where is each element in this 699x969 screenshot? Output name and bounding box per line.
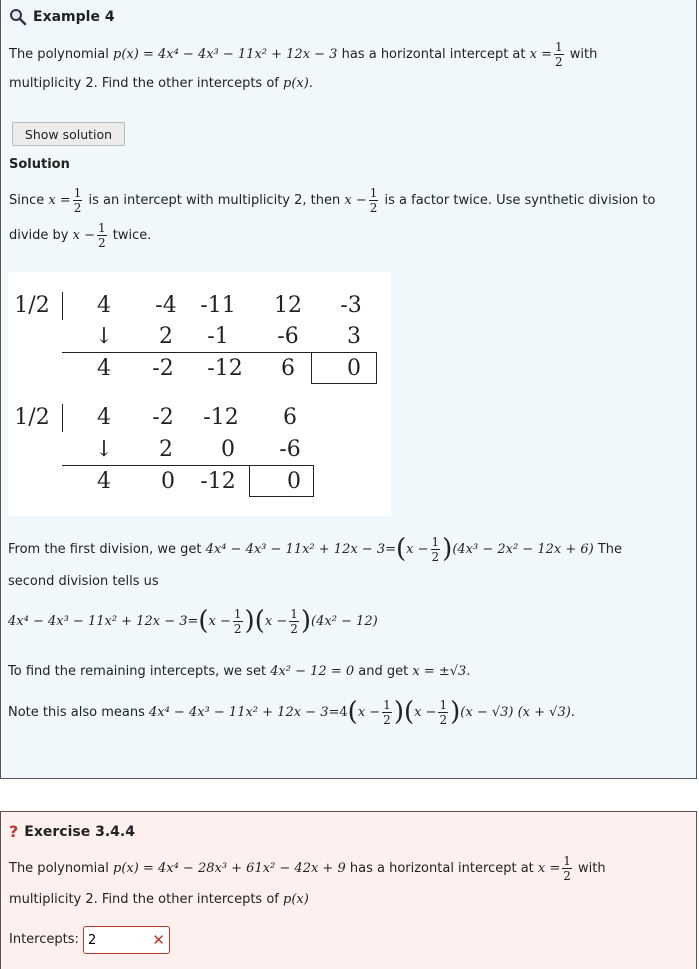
div2-bar (62, 404, 63, 432)
div2-r3-c0: 4 (97, 469, 111, 494)
div2-r2-c0: ↓ (94, 437, 114, 462)
example-title: Example 4 (9, 8, 115, 26)
div2-r3-c1: 0 (161, 469, 175, 494)
div1-r1-c1: -4 (155, 293, 177, 318)
div1-r1-c0: 4 (97, 293, 111, 318)
solution-line1: Since x = $\frac{1}{2}$ is an intercept with multiplicity 2, then x − $\frac{1}{2}$ is a factor twice. Use synthetic division to (9, 186, 656, 215)
div1-remainder: 0 (347, 356, 361, 381)
synthetic-division-figure (8, 272, 391, 516)
fraction-half: $\frac{1}{2}$ (555, 40, 563, 69)
div1-r3-c1: -2 (152, 356, 174, 381)
div1-root: 1/2 (14, 293, 50, 318)
exercise-title: ? Exercise 3.4.4 (9, 822, 135, 841)
first-division-line: From the first division, we get 4x⁴ − 4x³ − 11x² + 12x − 3= ( x − $\frac{1}{2}$ ) (4x³ − 2x² − 12x + 6) The (8, 534, 623, 564)
div1-r3-c2: -12 (207, 356, 243, 381)
div1-r2-c0: ↓ (94, 324, 114, 349)
factored-line: 4x⁴ − 4x³ − 11x² + 12x − 3= ( x − $\frac{1}{2}$ ) ( x − $\frac{1}{2}$ ) (4x² − 12) (8, 606, 378, 636)
intercepts-label: Intercepts: (9, 932, 79, 947)
question-icon: ? (9, 822, 19, 841)
div2-r3-c2: -12 (200, 469, 236, 494)
div1-r3-c0: 4 (97, 356, 111, 381)
div2-remainder: 0 (287, 469, 301, 494)
div1-remainder-box (311, 352, 377, 384)
note-line: Note this also means 4x⁴ − 4x³ − 11x² + 12x − 3= 4 ( x − $\frac{1}{2}$ ) ( x − $\frac{1}{2}$ ) (x − √3) (x + √3). (8, 697, 575, 727)
div1-r1-c2: -11 (200, 293, 236, 318)
intercepts-input-wrapper (83, 926, 170, 954)
div1-r3-c3: 6 (281, 356, 295, 381)
div2-r2-c2: 0 (221, 437, 235, 462)
div2-r2-c1: 2 (159, 437, 173, 462)
div1-bar (62, 292, 63, 320)
intercepts-input[interactable] (88, 930, 150, 950)
div2-r1-c3: 6 (283, 405, 297, 430)
solution-label: Solution (9, 157, 70, 172)
second-division-line: second division tells us (8, 574, 159, 589)
div1-r1-c4: -3 (340, 293, 362, 318)
div2-r1-c2: -12 (203, 405, 239, 430)
div1-r2-c4: 3 (347, 324, 361, 349)
div2-root: 1/2 (14, 405, 50, 430)
magnifier-icon (9, 8, 27, 26)
close-icon: ✕ (152, 931, 165, 949)
div2-r2-c3: -6 (279, 437, 301, 462)
exercise-problem-line1: The polynomial p(x) = 4x⁴ − 28x³ + 61x² − 42x + 9 has a horizontal intercept at x = $\frac{1}{2}$ with (9, 854, 606, 883)
solution-line2: divide by x − $\frac{1}{2}$ twice. (9, 221, 152, 250)
show-solution-button[interactable]: Show solution (12, 122, 125, 146)
div1-r2-c1: 2 (159, 324, 173, 349)
div2-remainder-box (249, 465, 314, 497)
div1-r1-c3: 12 (274, 293, 302, 318)
example-problem-line1: The polynomial p(x) = 4x⁴ − 4x³ − 11x² + 12x − 3 has a horizontal intercept at x = $\frac{1}{2}$ with (9, 40, 598, 69)
div2-r1-c1: -2 (152, 405, 174, 430)
exercise-problem-line2: multiplicity 2. Find the other intercepts of p(x) (9, 892, 309, 907)
div2-r1-c0: 4 (97, 405, 111, 430)
example-problem-line2: multiplicity 2. Find the other intercepts of p(x). (9, 76, 313, 91)
remaining-intercepts-line: To find the remaining intercepts, we set 4x² − 12 = 0 and get x = ±√3. (8, 664, 471, 679)
div1-r2-c2: -1 (207, 324, 229, 349)
div1-r2-c3: -6 (277, 324, 299, 349)
